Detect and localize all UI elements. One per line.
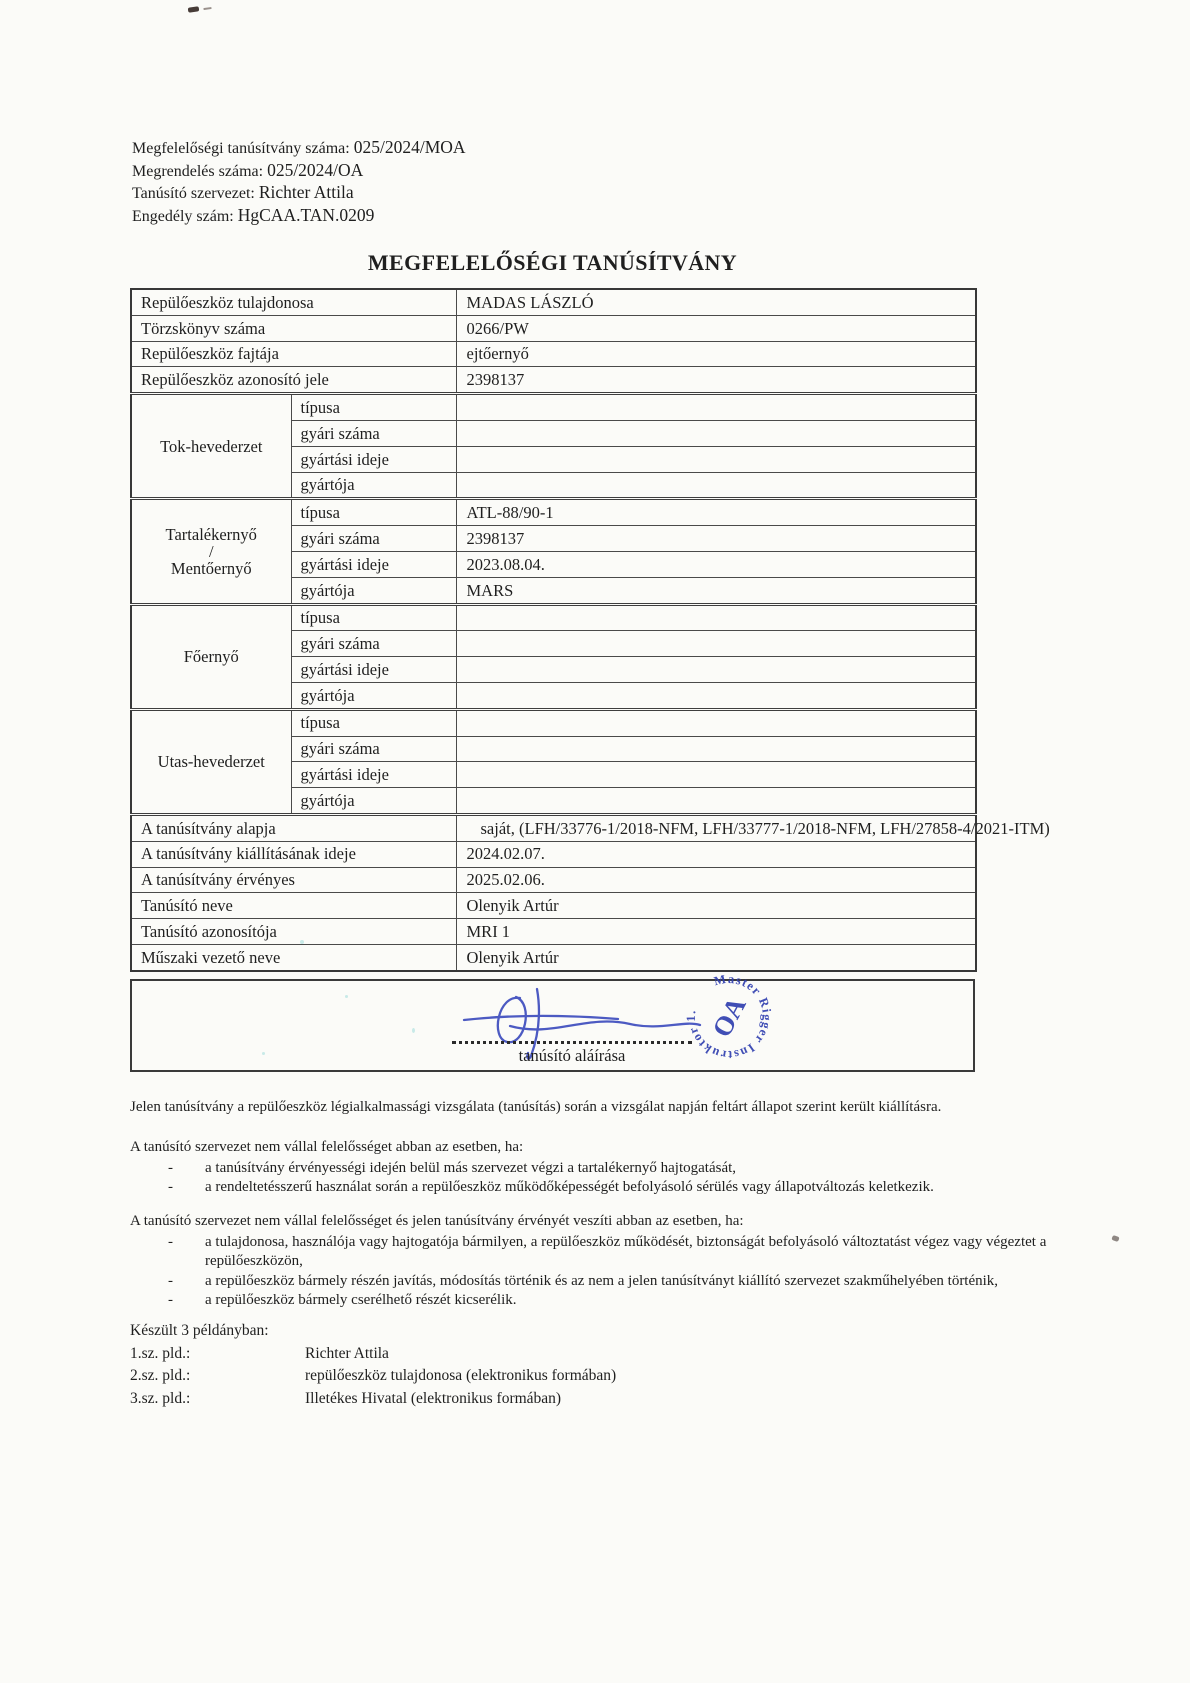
liability-1-heading: A tanúsító szervezet nem vállal felelősséget abban az esetben, ha: — [130, 1139, 524, 1155]
table-bottom-rows — [131, 814, 1050, 970]
table-group-section — [131, 604, 976, 709]
row-value-cell — [456, 631, 976, 657]
row-label-cell: A tanúsítvány érvényes — [131, 867, 456, 893]
group-label-line: Főernyő — [183, 647, 239, 666]
table-row — [131, 367, 976, 394]
signature-caption: tanúsító aláírása — [518, 1046, 626, 1065]
attribute-label-cell: gyártási ideje — [291, 762, 456, 788]
attribute-label-cell: gyártója — [291, 472, 456, 499]
bullet-item — [130, 1233, 1065, 1272]
header-line-value: 025/2024/MOA — [353, 137, 466, 157]
header-line — [132, 160, 466, 183]
row-label-cell: A tanúsítvány kiállításának ideje — [131, 841, 456, 867]
row-label-cell: Repülőeszköz azonosító jele — [131, 367, 456, 394]
row-value-cell: 0266/PW — [456, 315, 976, 341]
copies-block — [130, 1320, 830, 1410]
row-value-cell: MRI 1 — [456, 919, 976, 945]
attribute-label-cell: típusa — [291, 709, 456, 736]
row-value-cell: ejtőernyő — [456, 341, 976, 367]
header-line — [132, 137, 466, 160]
header-line-value: 025/2024/OA — [267, 159, 364, 180]
copy-value: repülőeszköz tulajdonosa (elektronikus formában) — [305, 1367, 617, 1384]
table-row — [131, 841, 976, 867]
copy-value: Illetékes Hivatal (elektronikus formában) — [305, 1389, 562, 1407]
row-label-cell: A tanúsítvány alapja — [131, 814, 456, 841]
table-row — [131, 315, 976, 341]
table-row — [131, 944, 976, 970]
row-value-cell: 2398137 — [456, 526, 976, 552]
row-value-cell: 2023.08.04. — [456, 551, 976, 577]
row-value-cell: 2025.02.06. — [456, 867, 976, 893]
row-value-cell — [456, 394, 976, 421]
row-value-cell — [456, 657, 976, 683]
bullet-text: a tulajdonosa, használója vagy hajtogatója bármilyen, a repülőeszköz működését, biztonságát befolyásoló változtatást végez vagy végeztet a repülőeszközön, — [205, 1233, 1047, 1269]
page-title: MEGFELELŐSÉGI TANÚSÍTVÁNY — [367, 250, 738, 275]
row-value-cell — [456, 762, 976, 788]
header-block — [132, 137, 466, 227]
row-label-cell: Repülőeszköz tulajdonosa — [131, 289, 456, 315]
attribute-label-cell: gyártója — [291, 788, 456, 815]
table-top-rows — [131, 289, 976, 394]
header-line — [132, 205, 466, 228]
certificate-table — [130, 288, 1050, 972]
copies-row — [130, 1388, 830, 1411]
table-group-section — [131, 709, 976, 814]
bullet-dash: - — [168, 1159, 173, 1176]
table-row — [131, 709, 976, 736]
row-label-cell: Repülőeszköz fajtája — [131, 341, 456, 367]
bullet-item — [130, 1159, 1065, 1179]
bullet-text: a tanúsítvány érvényességi idején belül más szervezet végzi a tartalékernyő hajtogatását, — [205, 1159, 737, 1176]
signature-dotted-line — [452, 1019, 692, 1044]
row-label-cell: Törzskönyv száma — [131, 315, 456, 341]
table-row — [131, 893, 976, 919]
bullet-dash: - — [168, 1179, 173, 1195]
group-label-line: / — [208, 541, 214, 561]
copy-label: 1.sz. pld.: — [130, 1344, 191, 1362]
liability-1-bullets — [130, 1159, 1065, 1198]
header-line-label: Engedély szám: — [132, 207, 238, 225]
table-group-section — [131, 499, 976, 604]
group-label-cell — [131, 709, 291, 814]
row-value-cell: Olenyik Artúr — [456, 893, 976, 919]
bullet-item — [130, 1178, 1065, 1198]
copy-label: 2.sz. pld.: — [130, 1367, 191, 1384]
group-label-line: Utas-hevederzet — [157, 752, 265, 772]
table-row — [131, 341, 976, 367]
bullet-text: a repülőeszköz bármely részén javítás, módosítás történik és az nem a jelen tanúsítványt kiállító szervezet szakműhelyében történik, — [205, 1272, 999, 1289]
table-row — [131, 867, 976, 893]
row-value-cell: MADAS LÁSZLÓ — [456, 289, 976, 315]
stamp-center-text: OA — [706, 992, 752, 1042]
attribute-label-cell: gyártója — [291, 577, 456, 604]
header-line — [132, 182, 466, 205]
row-value-cell — [456, 446, 976, 472]
stamp-ring-text: Master Rigger Instruktor 1. — [683, 971, 775, 1063]
attribute-label-cell: gyári száma — [291, 736, 456, 762]
group-label-line: Tok-hevederzet — [160, 436, 263, 456]
header-line-value: HgCAA.TAN.0209 — [237, 204, 375, 225]
bullet-item — [130, 1272, 1065, 1292]
group-label-cell — [131, 499, 291, 604]
row-value-cell: saját, (LFH/33776-1/2018-NFM, LFH/33777-1/2018-NFM, LFH/27858-4/2021-ITM) — [456, 814, 976, 841]
attribute-label-cell: gyári száma — [291, 631, 456, 657]
row-value-cell — [456, 604, 976, 631]
bullet-dash: - — [168, 1272, 173, 1289]
row-value-cell: Olenyik Artúr — [456, 944, 976, 970]
attribute-label-cell: gyártási ideje — [291, 446, 456, 472]
table-row — [131, 604, 976, 631]
table-row — [131, 394, 976, 421]
attribute-label-cell: gyártási ideje — [291, 657, 456, 683]
header-line-value: Richter Attila — [258, 182, 354, 202]
row-label-cell: Tanúsító neve — [131, 893, 456, 919]
liability-2-heading: A tanúsító szervezet nem vállal felelősséget és jelen tanúsítvány érvényét veszíti abban az esetben, ha: — [130, 1213, 744, 1229]
header-line-label: Tanúsító szervezet: — [132, 185, 259, 202]
bullet-dash: - — [168, 1292, 173, 1308]
disclaimer-paragraph: Jelen tanúsítvány a repülőeszköz légialkalmassági vizsgálata (tanúsítás) során a vizsgálat napján feltárt állapot szerint került kiállításra. — [130, 1099, 942, 1115]
group-label-line: Mentőernyő — [170, 559, 252, 579]
group-label-line: Tartalékernyő — [165, 524, 257, 544]
table-group-section — [131, 394, 976, 499]
attribute-label-cell: gyártási ideje — [291, 551, 456, 577]
row-value-cell: ATL-88/90-1 — [456, 499, 976, 526]
row-value-cell — [456, 420, 976, 446]
row-value-cell — [456, 788, 976, 815]
table-row — [131, 499, 976, 526]
copies-row — [130, 1365, 830, 1388]
attribute-label-cell: típusa — [291, 499, 456, 526]
copy-value: Richter Attila — [305, 1344, 389, 1362]
group-label-cell — [131, 604, 291, 709]
bullet-item — [130, 1291, 1065, 1311]
table-row — [131, 814, 976, 841]
row-value-cell: 2398137 — [456, 367, 976, 394]
table-row — [131, 289, 976, 315]
copies-row — [130, 1343, 830, 1366]
liability-2-bullets — [130, 1233, 1065, 1311]
row-value-cell — [456, 682, 976, 709]
row-value-cell — [456, 709, 976, 736]
table-row — [131, 919, 976, 945]
copy-label: 3.sz. pld.: — [130, 1389, 191, 1407]
bullet-text: a repülőeszköz bármely cserélhető részét kicserélik. — [205, 1292, 517, 1308]
row-value-cell — [456, 736, 976, 762]
bullet-dash: - — [168, 1233, 173, 1250]
header-line-label: Megrendelés száma: — [132, 162, 268, 180]
attribute-label-cell: gyári száma — [291, 420, 456, 446]
liability-section-1 — [130, 1138, 1065, 1198]
liability-section-2 — [130, 1212, 1065, 1311]
row-value-cell: 2024.02.07. — [456, 841, 976, 867]
row-label-cell: Műszaki vezető neve — [131, 944, 456, 970]
group-label-cell — [131, 394, 291, 499]
attribute-label-cell: típusa — [291, 394, 456, 421]
scan-artifact-dot — [1111, 1235, 1119, 1242]
attribute-label-cell: gyári száma — [291, 526, 456, 552]
copies-heading: Készült 3 példányban: — [130, 1322, 269, 1339]
scan-artifact-mark — [188, 6, 200, 12]
bullet-text: a rendeltetésszerű használat során a repülőeszköz működőképességét befolyásoló sérülés vagy állapotváltozás keletkezik. — [205, 1179, 934, 1195]
header-line-label: Megfelelőségi tanúsítvány száma: — [132, 140, 354, 157]
row-label-cell: Tanúsító azonosítója — [131, 919, 456, 945]
row-value-cell: MARS — [456, 577, 976, 604]
attribute-label-cell: típusa — [291, 604, 456, 631]
row-value-cell — [456, 472, 976, 499]
attribute-label-cell: gyártója — [291, 682, 456, 709]
